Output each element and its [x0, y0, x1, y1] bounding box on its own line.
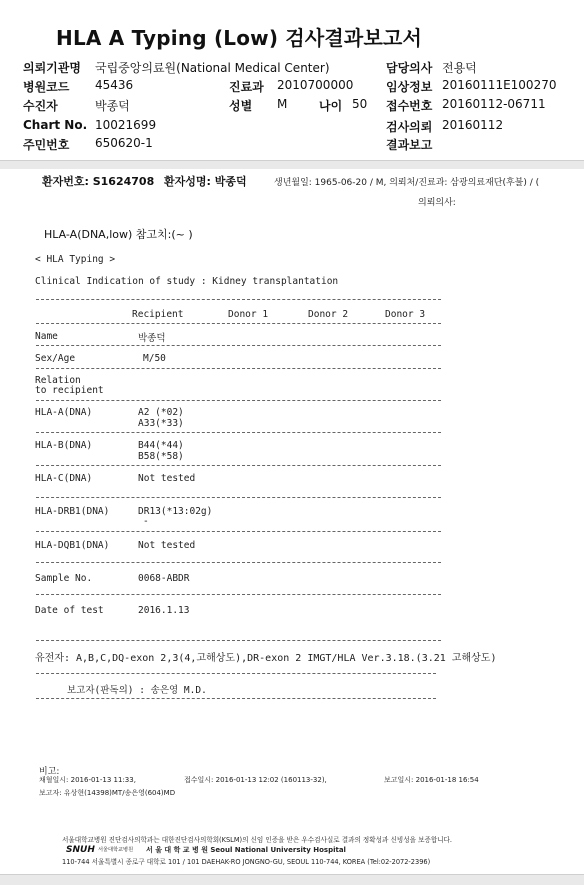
row-value-2: A33(*33) — [138, 418, 184, 429]
col-donor1: Donor 1 — [228, 309, 269, 320]
institution-value: 국립중앙의료원(National Medical Center) — [95, 61, 330, 75]
certification-note: 서울대학교병원 진단검사의학과는 대한진단검사의학회(KSLM)의 신임 인증을 받은 우수검사실로 결과의 정확성과 신빙성을 보증합니다. — [62, 836, 453, 844]
row-value: Not tested — [138, 540, 196, 551]
institution-label: 의뢰기관명 — [23, 61, 81, 75]
row-value: 2016.1.13 — [138, 605, 190, 616]
row-label: HLA-C(DNA) — [35, 473, 93, 484]
attending-value: 전용덕 — [442, 61, 477, 75]
row-label: HLA-B(DNA) — [35, 440, 93, 451]
patient-value: 박종덕 — [95, 99, 130, 113]
patient-meta: 생년월일: 1965-06-20 / M, 의뢰처/진료과: 삼광의료재단(후불) / ( — [274, 178, 540, 188]
attending-label: 담당의사 — [386, 61, 433, 75]
row-label: Date of test — [35, 605, 104, 616]
indication: Clinical Indication of study : Kidney transplantation — [35, 276, 339, 287]
received-time: 접수일시: 2016-01-13 12:02 (160113-32), — [184, 776, 327, 784]
patient-name: 환자성명: 박종덕 — [164, 175, 247, 188]
request-value: 20160112 — [442, 118, 504, 132]
report-title: HLA A Typing (Low) 검사결과보고서 — [56, 26, 423, 50]
rule — [36, 673, 436, 674]
hospital-code-label: 병원코드 — [23, 80, 70, 94]
collected-time: 채혈일시: 2016-01-13 11:33, — [39, 776, 136, 784]
rrn-label: 주민번호 — [23, 138, 70, 152]
row-value: DR13(*13:02g) — [138, 506, 213, 517]
col-donor3: Donor 3 — [385, 309, 426, 320]
patient-label: 수진자 — [23, 99, 58, 113]
row-value: 박종덕 — [138, 333, 166, 344]
rule — [36, 497, 441, 498]
sex-value: M — [277, 97, 288, 111]
row-value: B44(*44) — [138, 440, 184, 451]
dept-label: 진료과 — [229, 80, 264, 94]
rule — [36, 698, 436, 699]
reporters: 보고자: 유상현(14398)MT/송은영(604)MD — [39, 789, 176, 797]
scan-bottom-border — [0, 874, 584, 885]
report-label: 결과보고 — [386, 138, 433, 152]
row-label: HLA-DRB1(DNA) — [35, 506, 110, 517]
rule — [36, 368, 441, 369]
receipt-value: 20160112-06711 — [442, 97, 546, 111]
rule — [36, 465, 441, 466]
requester: 의뢰의사: — [418, 198, 456, 208]
rule — [36, 562, 441, 563]
row-label: Name — [35, 331, 58, 342]
row-value-2: B58(*58) — [138, 451, 184, 462]
row-label-2: to recipient — [35, 385, 104, 396]
hospital-name: 서 울 대 학 교 병 원 Seoul National University Hospital — [146, 846, 346, 854]
col-recipient: Recipient — [132, 309, 184, 320]
row-value: M/50 — [143, 353, 166, 364]
scan-top-border — [0, 160, 584, 169]
table-top-rule — [36, 299, 441, 300]
clinical-value: 20160111E100270 — [442, 78, 557, 92]
rrn-value: 650620-1 — [95, 136, 153, 150]
chart-value: 10021699 — [95, 118, 157, 132]
row-label: Sex/Age — [35, 353, 76, 364]
rule — [36, 345, 441, 346]
snuh-logo-sub: 서울대학교병원 — [98, 847, 134, 853]
age-label: 나이 — [319, 99, 343, 113]
request-label: 검사의뢰 — [386, 120, 433, 134]
row-value-2: - — [143, 516, 149, 527]
row-label: Sample No. — [35, 573, 93, 584]
rule — [36, 531, 441, 532]
sub-title: < HLA Typing > — [35, 254, 116, 265]
hospital-address: 110-744 서울특별시 종로구 대학로 101 / 101 DAEHAK-RO JONGNO-GU, SEOUL 110-744, KOREA (Tel:02-2072-2396) — [62, 858, 431, 866]
rule — [36, 323, 441, 324]
rule — [36, 432, 441, 433]
age-value: 50 — [352, 97, 368, 111]
receipt-label: 접수번호 — [386, 99, 433, 113]
chart-label: Chart No. — [23, 118, 88, 132]
patient-number: 환자번호: S1624708 — [42, 175, 155, 188]
section-title: HLA-A(DNA,low) 참고치:(~ ) — [44, 228, 193, 241]
reported-time: 보고일시: 2016-01-18 16:54 — [384, 776, 479, 784]
rule — [36, 640, 441, 641]
snuh-logo: SNUH — [66, 845, 95, 855]
row-value: 0068-ABDR — [138, 573, 190, 584]
row-value: Not tested — [138, 473, 196, 484]
row-label: HLA-A(DNA) — [35, 407, 93, 418]
rule — [36, 400, 441, 401]
dept-value: 2010700000 — [277, 78, 354, 92]
row-value: A2 (*02) — [138, 407, 184, 418]
hospital-code-value: 45436 — [95, 78, 134, 92]
gene-line: 유전자: A,B,C,DQ-exon 2,3(4,고해상도),DR-exon 2 IMGT/HLA Ver.3.18.(3.21 고해상도) — [35, 653, 497, 664]
row-label: Relation — [35, 375, 81, 386]
col-donor2: Donor 2 — [308, 309, 349, 320]
reporter: 보고자(판독의) : 송은영 M.D. — [67, 685, 207, 696]
remarks-label: 비고: — [39, 767, 60, 777]
row-label: HLA-DQB1(DNA) — [35, 540, 110, 551]
sex-label: 성별 — [229, 99, 253, 113]
rule — [36, 594, 441, 595]
clinical-label: 임상정보 — [386, 80, 433, 94]
